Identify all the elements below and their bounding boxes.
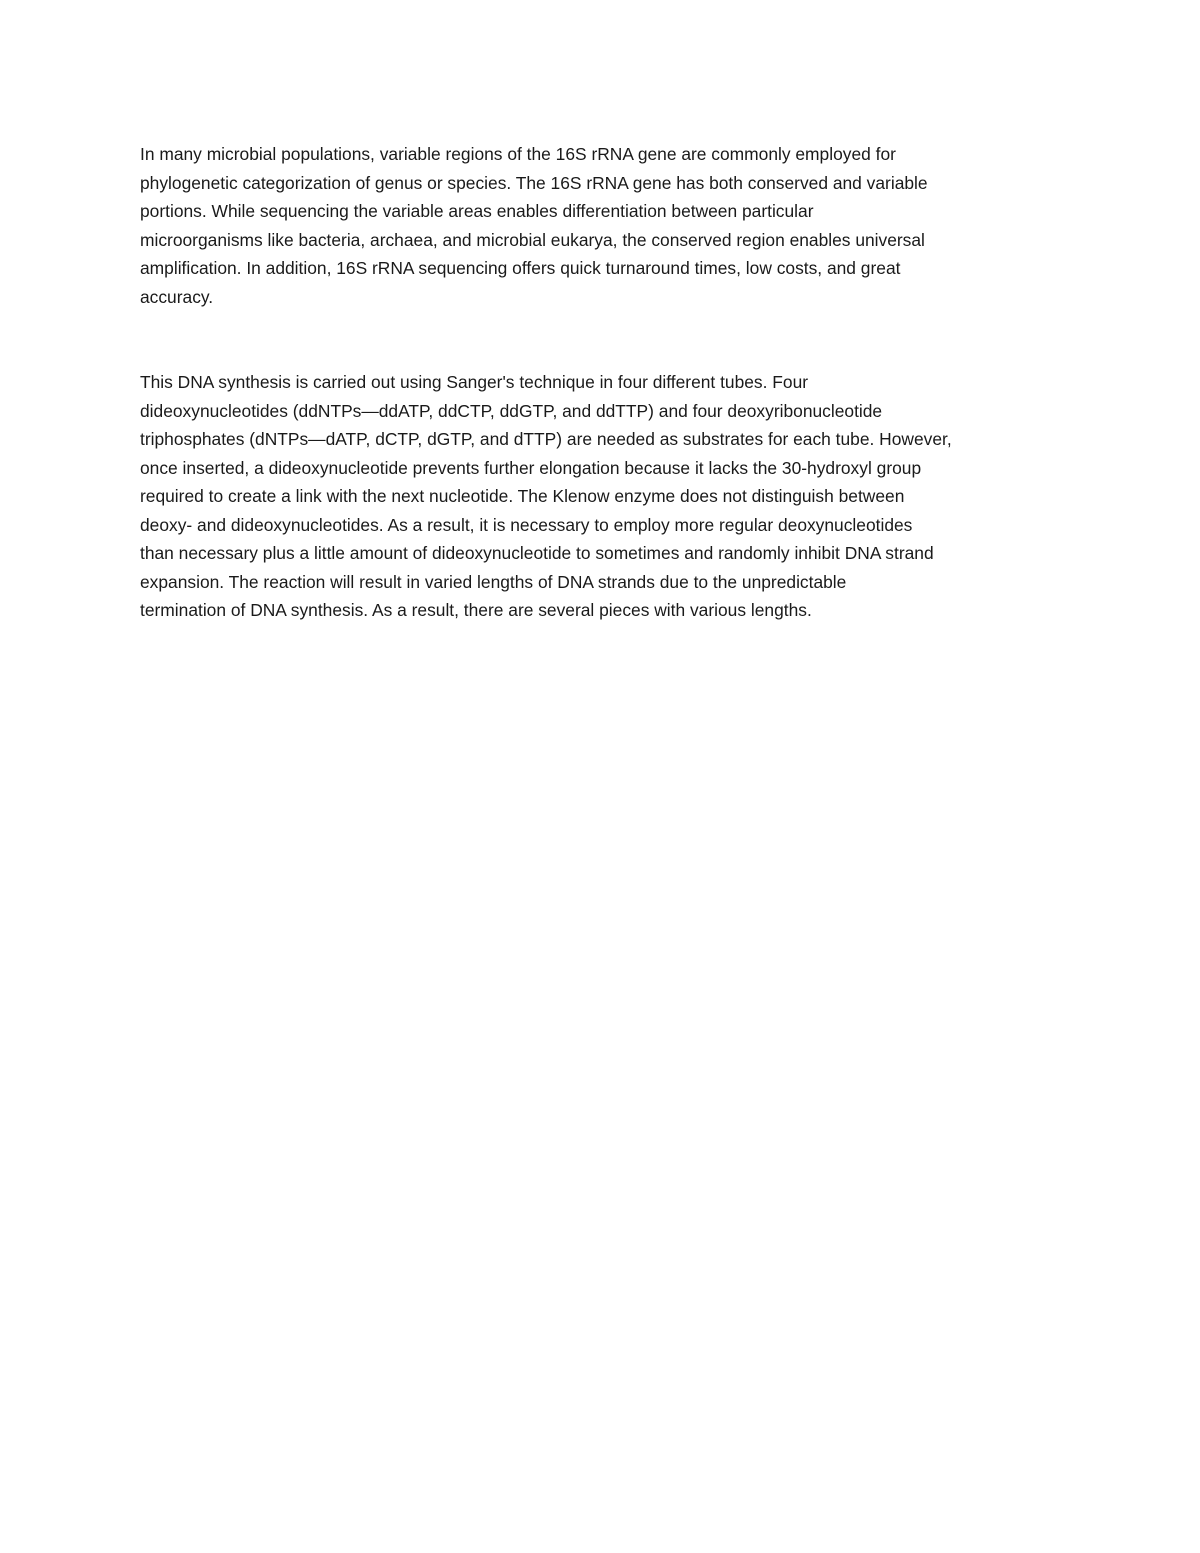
document-body	[140, 140, 1070, 625]
paragraph-line: triphosphates (dNTPs—dATP, dCTP, dGTP, and dTTP) are needed as substrates for each tube. However,	[140, 429, 952, 449]
paragraph-line: required to create a link with the next nucleotide. The Klenow enzyme does not distinguish between	[140, 486, 905, 506]
paragraph-line: amplification. In addition, 16S rRNA sequencing offers quick turnaround times, low costs, and great	[140, 258, 901, 278]
paragraph-line: portions. While sequencing the variable areas enables differentiation between particular	[140, 201, 814, 221]
paragraph-sanger-method	[140, 368, 1070, 625]
paragraph-line: expansion. The reaction will result in varied lengths of DNA strands due to the unpredictable	[140, 571, 847, 592]
paragraph-line: than necessary plus a little amount of dideoxynucleotide to sometimes and randomly inhibit DNA strand	[140, 543, 934, 563]
paragraph-line: In many microbial populations, variable regions of the 16S rRNA gene are commonly employed for	[140, 144, 896, 164]
paragraph-line: termination of DNA synthesis. As a result, there are several pieces with various lengths.	[140, 600, 812, 620]
paragraph-line: deoxy- and dideoxynucleotides. As a result, it is necessary to employ more regular deoxynucleotides	[140, 514, 913, 535]
paragraph-line: microorganisms like bacteria, archaea, and microbial eukarya, the conserved region enables universal	[140, 229, 925, 250]
paragraph-16s-rrna	[140, 140, 1070, 311]
paragraph-line: This DNA synthesis is carried out using Sanger's technique in four different tubes. Four	[140, 372, 809, 392]
paragraph-line: once inserted, a dideoxynucleotide prevents further elongation because it lacks the 30-hydroxyl group	[140, 457, 922, 478]
paragraph-spacer	[140, 311, 1070, 368]
paragraph-line: phylogenetic categorization of genus or species. The 16S rRNA gene has both conserved and variable	[140, 172, 928, 193]
paragraph-line: accuracy.	[140, 286, 214, 307]
paragraph-line: dideoxynucleotides (ddNTPs—ddATP, ddCTP, ddGTP, and ddTTP) and four deoxyribonucleotide	[140, 400, 883, 421]
